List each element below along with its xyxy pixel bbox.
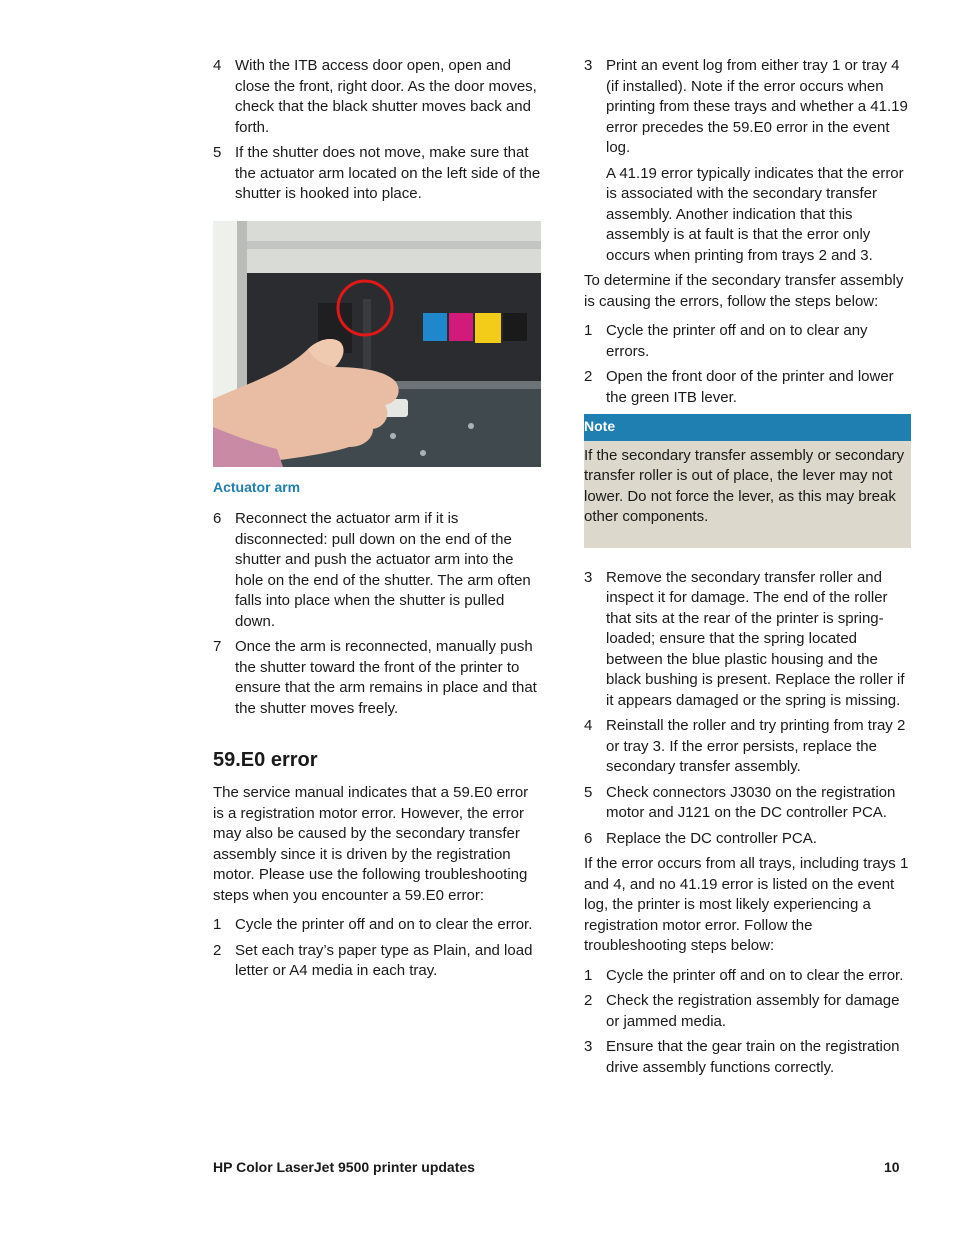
step-list-itb xyxy=(584,321,911,408)
step-list-roller xyxy=(584,568,911,850)
step-text: Check the registration assembly for damage or jammed media. xyxy=(606,992,900,1030)
step-item xyxy=(584,1037,911,1078)
step-item xyxy=(213,143,541,205)
step-number: 2 xyxy=(213,941,222,959)
paragraph-secondary-transfer: To determine if the secondary transfer assembly is causing the errors, follow the steps below: xyxy=(584,272,904,310)
step-number: 5 xyxy=(213,144,222,161)
step-text: Set each tray’s paper type as Plain, and load letter or A4 media in each tray. xyxy=(235,941,533,979)
step-number: 2 xyxy=(584,992,593,1009)
step-item xyxy=(213,637,541,719)
step-list-59e0 xyxy=(213,915,541,982)
step-text: With the ITB access door open, open and close the front, right door. As the door moves, check that the black shutter moves back and forth. xyxy=(235,57,537,136)
step-number: 4 xyxy=(584,717,593,734)
step-text: Ensure that the gear train on the registration drive assembly functions correctly. xyxy=(606,1038,900,1076)
footer-title: HP Color LaserJet 9500 printer updates xyxy=(213,1159,475,1175)
step-list-event-log xyxy=(584,56,911,266)
paragraph-registration-motor: If the error occurs from all trays, including trays 1 and 4, and no 41.19 error is listed on the event log, the printer is most likely experiencing a registration motor error. Follow the troubleshooting steps below: xyxy=(584,855,909,954)
step-explanation: A 41.19 error typically indicates that the error is associated with the secondary transfer assembly. Another indication that this assembly is at fault is that the error only occurs when printing from trays 2 and 3. xyxy=(606,164,904,264)
actuator-arm-photo xyxy=(213,221,541,467)
section-intro: The service manual indicates that a 59.E0 error is a registration motor error. However, the error may also be caused by the secondary transfer assembly since it is driven by the registration motor. Please use the following troubleshooting steps when you encounter a 59.E0 error: xyxy=(213,784,529,904)
step-item xyxy=(584,829,911,850)
step-number: 1 xyxy=(584,966,593,984)
step-number: 4 xyxy=(213,57,222,74)
page-number: 10 xyxy=(884,1159,900,1175)
step-text: Check connectors J3030 on the registration motor and J121 on the DC controller PCA. xyxy=(606,783,896,821)
step-list-shutter-check xyxy=(213,56,541,205)
step-item xyxy=(584,966,911,987)
step-item xyxy=(584,783,911,824)
step-item xyxy=(213,941,541,982)
step-item xyxy=(584,367,911,408)
step-item xyxy=(213,509,541,632)
note-box xyxy=(584,414,911,548)
step-number: 2 xyxy=(584,368,593,385)
section-heading: 59.E0 error xyxy=(213,749,318,771)
step-item xyxy=(213,915,541,936)
step-number: 3 xyxy=(584,568,593,586)
step-text: Cycle the printer off and on to clear the error. xyxy=(235,916,533,933)
step-list-reconnect xyxy=(213,509,541,719)
step-text: If the shutter does not move, make sure that the actuator arm located on the left side of the shutter is hooked into place. xyxy=(235,144,541,202)
step-item xyxy=(584,321,911,362)
step-text: Reconnect the actuator arm if it is disconnected: pull down on the end of the shutter and push the actuator arm into the hole on the end of the shutter. The arm often falls into place when the shutter is pulled down. xyxy=(235,510,531,630)
step-number: 6 xyxy=(213,510,222,527)
step-text: Replace the DC controller PCA. xyxy=(606,829,817,847)
step-number: 3 xyxy=(584,57,593,74)
figure-caption: Actuator arm xyxy=(213,478,301,495)
step-text: Reinstall the roller and try printing from tray 2 or tray 3. If the error persists, replace the secondary transfer assembly. xyxy=(606,717,906,775)
step-number: 7 xyxy=(213,638,222,655)
step-text: Open the front door of the printer and lower the green ITB lever. xyxy=(606,368,894,406)
step-text: Remove the secondary transfer roller and inspect it for damage. The end of the roller that sits at the rear of the printer is spring-loaded; ensure that the spring located between the blue plastic housing and the black bushing is present. Replace the roller if it appears damaged or the spring is missing. xyxy=(606,568,905,709)
step-text: Cycle the printer off and on to clear any errors. xyxy=(606,322,868,360)
step-item xyxy=(584,991,911,1032)
step-item xyxy=(584,56,911,266)
step-number: 1 xyxy=(213,916,222,933)
step-item xyxy=(213,56,541,138)
step-text: Once the arm is reconnected, manually push the shutter toward the front of the printer to ensure that the arm remains in place and that the shutter moves freely. xyxy=(235,638,537,717)
step-item xyxy=(584,716,911,778)
step-text: Cycle the printer off and on to clear the error. xyxy=(606,966,904,984)
step-text: Print an event log from either tray 1 or tray 4 (if installed). Note if the error occurs when printing from these trays and whether a 41.19 error precedes the 59.E0 error in the event log. xyxy=(606,57,908,156)
step-list-registration xyxy=(584,966,911,1079)
step-number: 1 xyxy=(584,322,593,339)
left-column xyxy=(213,56,541,987)
note-label: Note xyxy=(584,414,911,441)
step-number: 5 xyxy=(584,783,593,801)
right-column xyxy=(584,56,911,1083)
step-item xyxy=(584,568,911,712)
step-number: 3 xyxy=(584,1038,593,1055)
note-text: If the secondary transfer assembly or secondary transfer roller is out of place, the lever may not lower. Do not force the lever, as this may break other components. xyxy=(584,446,905,525)
step-number: 6 xyxy=(584,829,593,847)
